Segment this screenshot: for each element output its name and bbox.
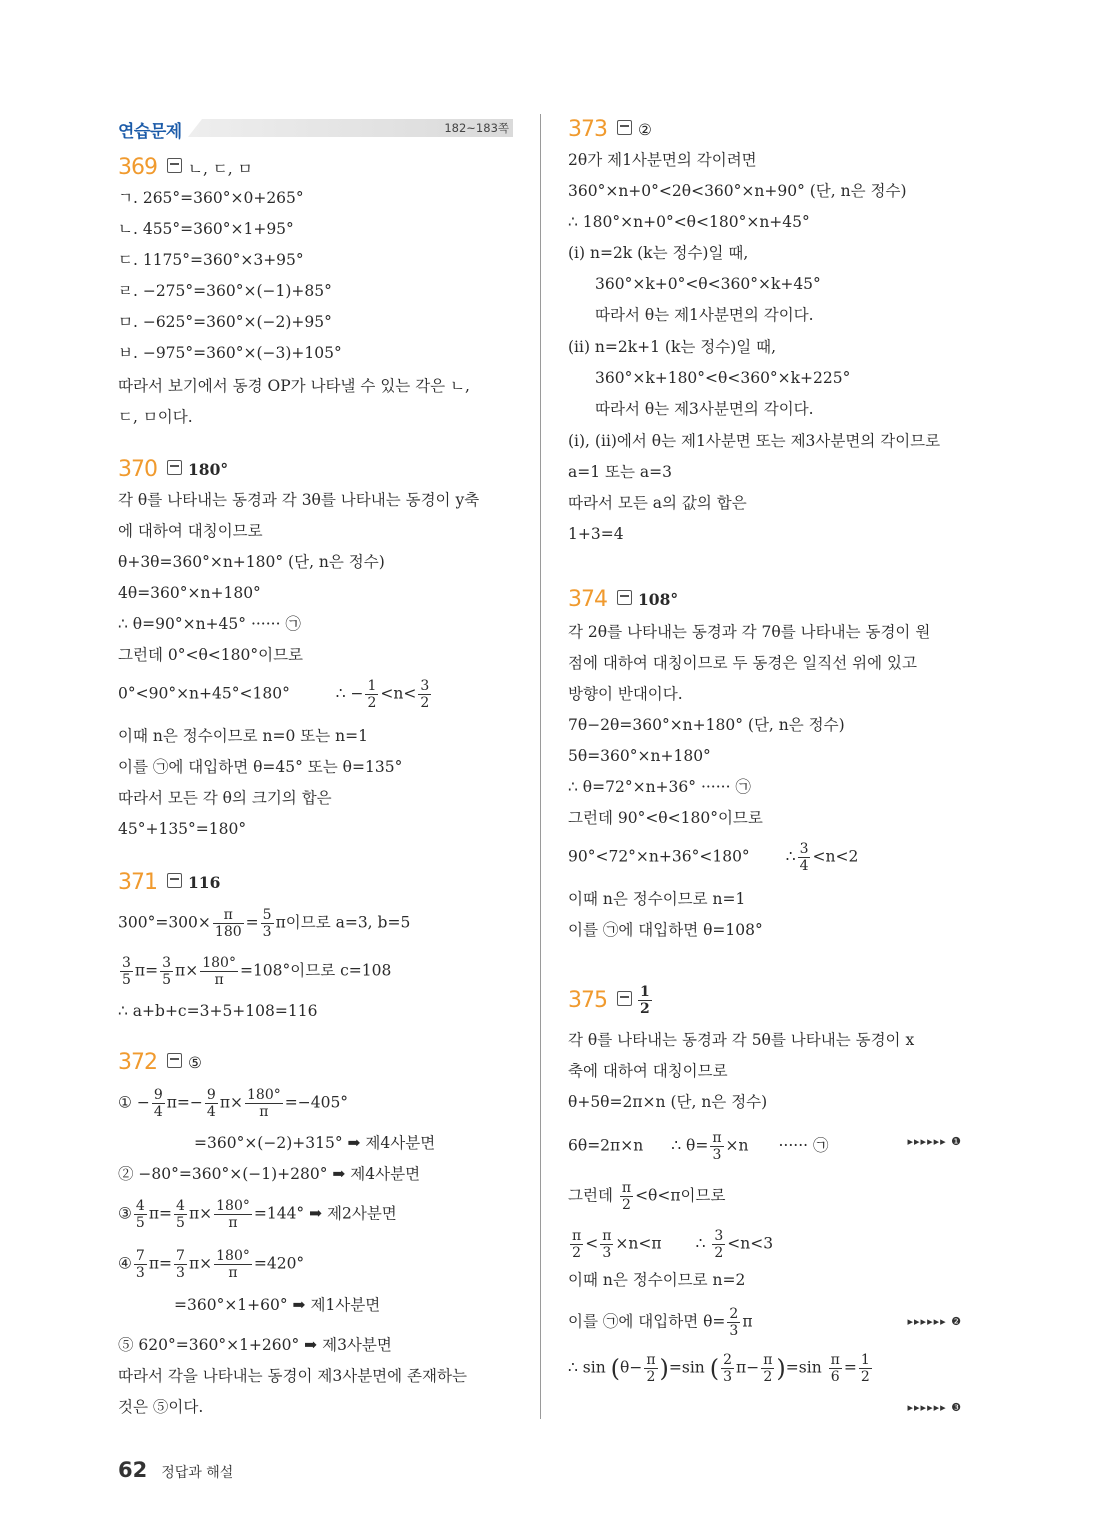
solution-line: 1+3=4 <box>568 525 624 543</box>
solution-line: 따라서 모든 a의 값의 합은 <box>568 494 747 512</box>
solution-line: 360°×n+0°<2θ<360°×n+90° (단, n은 정수) <box>568 182 907 200</box>
solution-line: 7θ−2θ=360°×n+180° (단, n은 정수) <box>568 716 845 734</box>
solution-line: (ⅱ) n=2k+1 (k는 정수)일 때, <box>568 338 777 356</box>
solution-line: $\frac{3}{5}$ π= $\frac{3}{5}$ π× $\frac{180^\circ}{\pi}$ =108°이므로 c=108 <box>122 955 392 988</box>
problem-371-header <box>118 870 220 894</box>
fraction: $\frac{\pi}{2}$ <box>646 1352 656 1385</box>
fraction: $\frac{\pi}{2}$ <box>572 1228 582 1261</box>
fraction: $\frac{180^\circ}{\pi}$ <box>202 955 236 988</box>
fraction: $\frac{\pi}{180}$ <box>214 907 242 940</box>
solution-line: θ+3θ=360°×n+180° (단, n은 정수) <box>118 553 385 571</box>
solution-line: 에 대하여 대칭이므로 <box>118 522 263 540</box>
answer-icon <box>617 991 632 1006</box>
fraction: $\frac{\pi}{3}$ <box>602 1228 612 1261</box>
fraction: $\frac{2}{3}$ <box>723 1352 733 1385</box>
solution-line: ㄹ. −275°=360°×(−1)+85° <box>118 282 332 300</box>
solution-line: 2θ가 제1사분면의 각이려면 <box>568 151 757 169</box>
solution-line: 이때 n은 정수이므로 n=0 또는 n=1 <box>118 727 369 745</box>
problem-374-header <box>568 587 678 611</box>
solution-line: ③ $\frac{4}{5}$ π= $\frac{4}{5}$ π× $\frac{180^\circ}{\pi}$ =144° ➡ 제2사분면 <box>118 1198 397 1231</box>
solution-line: θ+5θ=2π×n (단, n은 정수) <box>568 1093 768 1111</box>
solution-line: 이를 ㉠에 대입하면 θ= $\frac{2}{3}$ π ▸▸▸▸▸▸ ❷ <box>568 1306 962 1339</box>
fraction: $\frac{7}{3}$ <box>135 1248 145 1281</box>
solution-line: ∴ sin (θ− $\frac{\pi}{2}$ )=sin ( $\frac{2}{3}$ π− $\frac{\pi}{2}$ )=sin $\frac{\pi}{6}$ = $\frac{1}{2}$ <box>568 1352 870 1385</box>
fraction: $\frac{1}{2}$ <box>860 1352 870 1385</box>
solution-line: 축에 대하여 대칭이므로 <box>568 1062 728 1080</box>
fraction: $\frac{\pi}{3}$ <box>712 1130 722 1163</box>
fraction: $\frac{2}{3}$ <box>729 1306 739 1339</box>
solution-line: 각 θ를 나타내는 동경과 각 3θ를 나타내는 동경이 y축 <box>118 491 480 509</box>
problem-number: 375 <box>568 988 607 1013</box>
section-header <box>118 117 513 142</box>
fraction: $\frac{\pi}{6}$ <box>830 1352 840 1385</box>
answer-icon <box>167 873 182 888</box>
answer-icon <box>167 1053 182 1068</box>
fraction: $\frac{\pi}{2}$ <box>763 1352 773 1385</box>
inequality: 0°<90°×n+45°<180° <box>118 684 290 703</box>
solution-line: ㅁ. −625°=360°×(−2)+95° <box>118 313 332 331</box>
solution-line: 이때 n은 정수이므로 n=1 <box>568 890 746 908</box>
solution-line: ⑤ 620°=360°×1+260° ➡ 제3사분면 <box>118 1336 392 1354</box>
step-marker: ▸▸▸▸▸▸ ❷ <box>907 1315 962 1328</box>
solution-line: (ⅰ), (ⅱ)에서 θ는 제1사분면 또는 제3사분면의 각이므로 <box>568 432 941 450</box>
fraction: $\frac{1}{2}$ <box>367 678 377 711</box>
problem-number: 369 <box>118 155 157 180</box>
solution-line: ∴ θ=72°×n+36° ······ ㉠ <box>568 778 751 796</box>
solution-line: 것은 ⑤이다. <box>118 1398 204 1416</box>
solution-line: ② −80°=360°×(−1)+280° ➡ 제4사분면 <box>118 1165 421 1183</box>
answer-value: 180° <box>188 460 229 479</box>
solution-line: 그런데 0°<θ<180°이므로 <box>118 646 304 664</box>
solution-line: ∴ 180°×n+0°<θ<180°×n+45° <box>568 213 810 231</box>
solution-line: ∴ a+b+c=3+5+108=116 <box>118 1002 318 1020</box>
fraction: $\frac{3}{2}$ <box>420 678 430 711</box>
fraction: $\frac{3}{2}$ <box>714 1228 724 1261</box>
problem-number: 371 <box>118 870 157 895</box>
answer-fraction: $\frac{1}{2}$ <box>640 984 650 1017</box>
page-footer <box>118 1458 233 1482</box>
problem-number: 372 <box>118 1050 157 1075</box>
section-title: 연습문제 <box>118 122 182 142</box>
solution-line: ④ $\frac{7}{3}$ π= $\frac{7}{3}$ π× $\frac{180^\circ}{\pi}$ =420° <box>118 1248 305 1281</box>
footer-label: 정답과 해설 <box>161 1465 234 1481</box>
solution-line: 각 2θ를 나타내는 동경과 각 7θ를 나타내는 동경이 원 <box>568 623 931 641</box>
solution-line: $\frac{\pi}{2}$ < $\frac{\pi}{3}$ ×n<π ∴ $\frac{3}{2}$ <n<3 <box>572 1228 774 1261</box>
fraction: $\frac{180^\circ}{\pi}$ <box>216 1248 250 1281</box>
solution-line: ① − $\frac{9}{4}$ π=− $\frac{9}{4}$ π× $\frac{180^\circ}{\pi}$ =−405° <box>118 1087 349 1120</box>
problem-373-header <box>568 117 652 141</box>
fraction: $\frac{3}{5}$ <box>122 955 131 988</box>
solution-line: 따라서 θ는 제3사분면의 각이다. <box>595 400 814 418</box>
solution-line: 360°×k+0°<θ<360°×k+45° <box>595 275 821 293</box>
problem-370-header <box>118 457 228 481</box>
solution-line: 360°×k+180°<θ<360°×k+225° <box>595 369 851 387</box>
solution-line: 방향이 반대이다. <box>568 685 683 703</box>
problem-372-header <box>118 1050 202 1074</box>
solution-line: 6θ=2π×n ∴ θ= $\frac{\pi}{3}$ ×n ······ ㉠ ▸▸▸▸▸▸ ❶ <box>568 1130 962 1163</box>
fraction: $\frac{180^\circ}{\pi}$ <box>247 1087 281 1120</box>
answer-value: ② <box>638 120 652 139</box>
problem-number: 373 <box>568 117 607 142</box>
solution-line: 이때 n은 정수이므로 n=2 <box>568 1271 746 1289</box>
solution-line: 따라서 모든 각 θ의 크기의 합은 <box>118 789 332 807</box>
solution-line: a=1 또는 a=3 <box>568 463 672 481</box>
solution-line: 점에 대하여 대칭이므로 두 동경은 일직선 위에 있고 <box>568 654 917 672</box>
fraction: $\frac{4}{5}$ <box>176 1198 185 1231</box>
solution-line: 4θ=360°×n+180° <box>118 584 261 602</box>
solution-line: 그런데 $\frac{\pi}{2}$ <θ<π이므로 <box>568 1180 726 1213</box>
answer-value: 116 <box>188 873 221 892</box>
fraction: $\frac{9}{4}$ <box>153 1087 163 1120</box>
answer-icon <box>167 460 182 475</box>
solution-line: (ⅰ) n=2k (k는 정수)일 때, <box>568 244 749 262</box>
solution-line: ㄴ. 455°=360°×1+95° <box>118 220 294 238</box>
solution-line: 따라서 각을 나타내는 동경이 제3사분면에 존재하는 <box>118 1367 467 1385</box>
solution-line: ∴ θ=90°×n+45° ······ ㉠ <box>118 615 301 633</box>
solution-line: 0°<90°×n+45°<180° ∴ − $\frac{1}{2}$ <n< $\frac{3}{2}$ <box>118 678 430 711</box>
solution-line: =360°×(−2)+315° ➡ 제4사분면 <box>194 1134 436 1152</box>
fraction: $\frac{\pi}{2}$ <box>621 1180 632 1213</box>
column-divider <box>540 114 541 1419</box>
answer-icon <box>617 590 632 605</box>
fraction: $\frac{4}{5}$ <box>135 1198 145 1231</box>
step-marker: ▸▸▸▸▸▸ ❸ <box>907 1401 962 1414</box>
solution-line: 그런데 90°<θ<180°이므로 <box>568 809 763 827</box>
solution-line: 각 θ를 나타내는 동경과 각 5θ를 나타내는 동경이 x <box>568 1031 915 1049</box>
solution-line: 45°+135°=180° <box>118 820 247 838</box>
solution-line: 이를 ㉠에 대입하면 θ=45° 또는 θ=135° <box>118 758 403 776</box>
problem-number: 374 <box>568 587 607 612</box>
therefore-text: ∴ − <box>335 684 364 703</box>
fraction: $\frac{7}{3}$ <box>176 1248 185 1281</box>
page-range: 182~183쪽 <box>444 121 509 135</box>
problem-375-header <box>568 984 654 1018</box>
solution-line: 300°=300× $\frac{\pi}{180}$ = $\frac{5}{3}$ π이므로 a=3, b=5 <box>118 907 411 940</box>
answer-value: 108° <box>638 590 679 609</box>
solution-line: 90°<72°×n+36°<180° ∴ $\frac{3}{4}$ <n<2 <box>568 841 859 874</box>
fraction: $\frac{9}{4}$ <box>206 1087 216 1120</box>
page-number: 62 <box>118 1458 148 1482</box>
answer-value: ⑤ <box>188 1053 202 1072</box>
solution-line: 따라서 θ는 제1사분면의 각이다. <box>595 306 814 324</box>
answer-value: ㄴ, ㄷ, ㅁ <box>188 159 253 178</box>
solution-line: 이를 ㉠에 대입하면 θ=108° <box>568 921 763 939</box>
solution-line: ㄷ. 1175°=360°×3+95° <box>118 251 304 269</box>
solution-line: ㅂ. −975°=360°×(−3)+105° <box>118 344 342 362</box>
fraction: $\frac{3}{4}$ <box>799 841 809 874</box>
answer-icon <box>167 158 182 173</box>
solution-line: ㄷ, ㅁ이다. <box>118 408 193 426</box>
step-marker: ▸▸▸▸▸▸ ❶ <box>907 1135 962 1148</box>
problem-369-header <box>118 155 253 179</box>
fraction: $\frac{180^\circ}{\pi}$ <box>216 1198 250 1231</box>
solution-line: 5θ=360°×n+180° <box>568 747 711 765</box>
problem-number: 370 <box>118 457 157 482</box>
solution-line: 따라서 보기에서 동경 OP가 나타낼 수 있는 각은 ㄴ, <box>118 377 470 395</box>
fraction: $\frac{3}{5}$ <box>162 955 172 988</box>
answer-icon <box>617 120 632 135</box>
solution-line: ㄱ. 265°=360°×0+265° <box>118 189 304 207</box>
solution-line: =360°×1+60° ➡ 제1사분면 <box>174 1296 381 1314</box>
fraction: $\frac{5}{3}$ <box>262 907 272 940</box>
